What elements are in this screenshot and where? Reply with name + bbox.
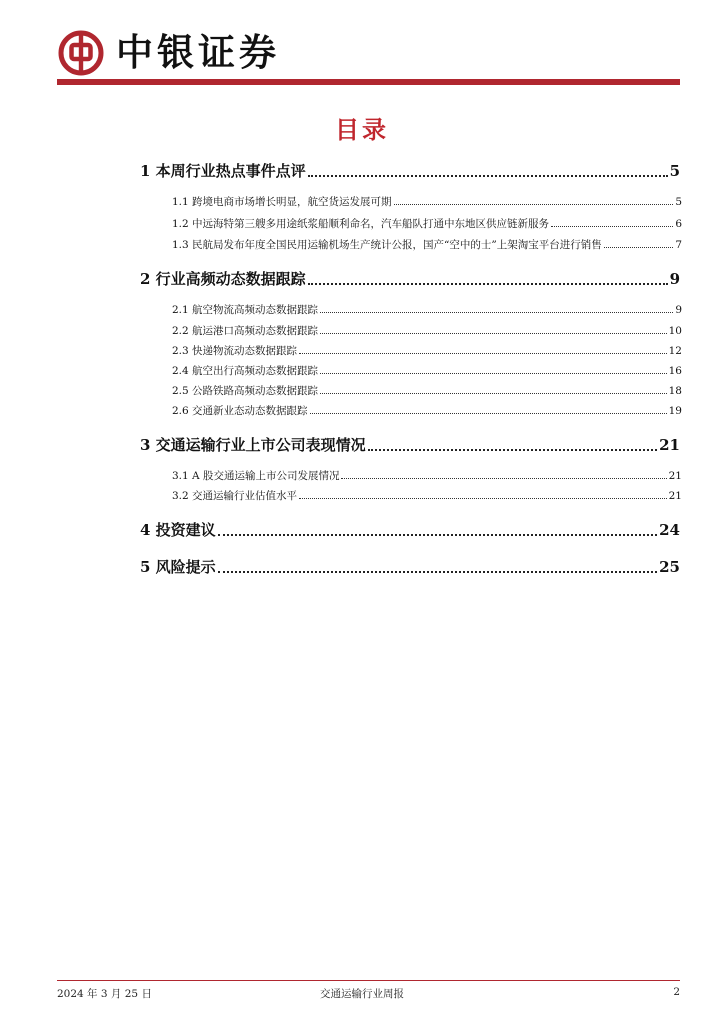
toc-entry[interactable] xyxy=(172,383,682,398)
toc-entry-page: 10 xyxy=(668,325,682,337)
toc-entry[interactable] xyxy=(172,302,682,317)
toc-leader xyxy=(320,373,667,374)
footer-date: 2024 年 3 月 25 日 xyxy=(57,988,152,1000)
toc-leader xyxy=(308,283,668,285)
toc-entry[interactable] xyxy=(140,519,680,540)
toc-entry-page: 19 xyxy=(668,405,682,417)
toc-leader xyxy=(310,413,667,414)
toc-leader xyxy=(320,333,667,334)
toc-entry[interactable] xyxy=(172,323,682,338)
toc-entry[interactable] xyxy=(172,237,682,252)
toc-entry-text: 2.2 航运港口高频动态数据跟踪 xyxy=(172,325,319,337)
toc-entry-page: 16 xyxy=(668,365,682,377)
toc-leader xyxy=(299,498,667,499)
toc-entry-text: 1.2 中远海特第三艘多用途纸浆船顺利命名，汽车船队打通中东地区供应链新服务 xyxy=(172,218,550,230)
toc-entry-text: 1.3 民航局发布年度全国民用运输机场生产统计公报，国产“空中的士”上架淘宝平台进行销售 xyxy=(172,239,602,251)
toc-entry-page: 5 xyxy=(675,196,682,208)
toc-leader xyxy=(604,247,674,248)
toc-entry-text: 4 投资建议 xyxy=(140,521,216,539)
page-header xyxy=(0,0,724,90)
toc-entry[interactable] xyxy=(140,160,680,181)
toc-entry-text: 2 行业高频动态数据跟踪 xyxy=(140,270,306,288)
footer-page-number: 2 xyxy=(673,986,680,998)
toc-entry[interactable] xyxy=(172,194,682,209)
bank-of-china-logo-icon xyxy=(58,30,104,76)
toc-entry[interactable] xyxy=(140,556,680,577)
toc-entry-page: 21 xyxy=(668,470,682,482)
toc-leader xyxy=(394,204,674,205)
toc-title: 目录 xyxy=(335,116,389,144)
header-rule xyxy=(57,79,680,85)
toc-entry-text: 1.1 跨境电商市场增长明显，航空货运发展可期 xyxy=(172,196,392,208)
toc-entry[interactable] xyxy=(172,403,682,418)
toc-entry-text: 3.2 交通运输行业估值水平 xyxy=(172,490,298,502)
toc-leader xyxy=(341,478,666,479)
toc-entry-page: 24 xyxy=(659,521,680,539)
toc-entry-text: 2.5 公路铁路高频动态数据跟踪 xyxy=(172,385,319,397)
toc-entry[interactable] xyxy=(172,216,682,231)
toc-entry[interactable] xyxy=(172,488,682,503)
toc-entry[interactable] xyxy=(140,434,680,455)
toc-leader xyxy=(551,226,673,227)
toc-entry-text: 2.6 交通新业态动态数据跟踪 xyxy=(172,405,308,417)
toc-leader xyxy=(368,449,657,451)
toc-leader xyxy=(308,175,668,177)
toc-entry-page: 7 xyxy=(675,239,682,251)
toc-entry-text: 2.4 航空出行高频动态数据跟踪 xyxy=(172,365,319,377)
brand-name: 中银证券 xyxy=(116,31,280,74)
toc-entry-page: 21 xyxy=(668,490,682,502)
toc-entry-page: 9 xyxy=(669,270,680,288)
toc-entry-page: 5 xyxy=(669,162,680,180)
toc-leader xyxy=(299,353,667,354)
toc-entry[interactable] xyxy=(140,268,680,289)
footer-rule xyxy=(57,980,680,981)
toc-entry-text: 3.1 A 股交通运输上市公司发展情况 xyxy=(172,470,340,482)
toc-entry[interactable] xyxy=(172,343,682,358)
toc-leader xyxy=(320,312,673,313)
toc-leader xyxy=(320,393,667,394)
toc-entry-text: 5 风险提示 xyxy=(140,558,216,576)
toc-entry-page: 18 xyxy=(668,385,682,397)
footer-report-name: 交通运输行业周报 xyxy=(320,988,404,1000)
toc-entry-page: 6 xyxy=(675,218,682,230)
toc-entry[interactable] xyxy=(172,468,682,483)
toc-entry-text: 2.3 快递物流动态数据跟踪 xyxy=(172,345,298,357)
toc-entry-page: 21 xyxy=(659,436,680,454)
toc-entry[interactable] xyxy=(172,363,682,378)
toc-leader xyxy=(218,534,657,536)
toc-entry-text: 3 交通运输行业上市公司表现情况 xyxy=(140,436,366,454)
toc-entry-text: 1 本周行业热点事件点评 xyxy=(140,162,306,180)
toc-entry-text: 2.1 航空物流高频动态数据跟踪 xyxy=(172,304,319,316)
toc-entry-page: 9 xyxy=(675,304,682,316)
toc-entry-page: 12 xyxy=(668,345,682,357)
toc-entry-page: 25 xyxy=(659,558,680,576)
toc-leader xyxy=(218,571,657,573)
